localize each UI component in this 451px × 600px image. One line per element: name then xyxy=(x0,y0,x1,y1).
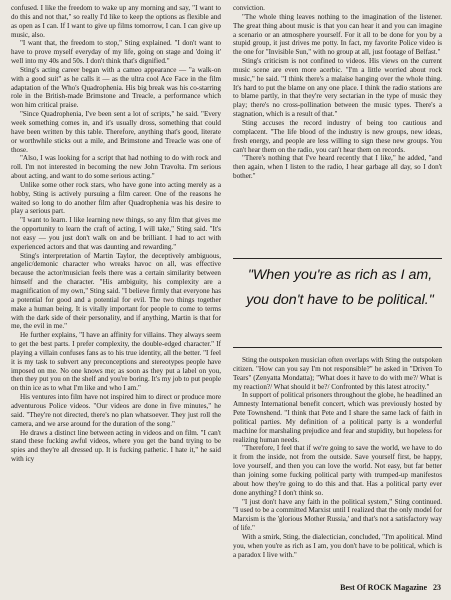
paragraph: He draws a distinct line between acting in videos and on film. "I can't stand these fucking awful videos, where you get the band trying to be spies and they're all dressed up. It is fucking pathetic. I hate it," he said with icy xyxy=(11,428,221,464)
paragraph: "I just don't have any faith in the political system," Sting continued. "I used to be a committed Marxist until I realized that the only model for Marxism is the 'glorious Mother Russia,' and that's not a satisfactory way of life." xyxy=(233,497,442,533)
article-right-column-top xyxy=(233,4,442,181)
paragraph: "Since Quadrophenia, I've been sent a lot of scripts," he said. "Every week something comes in, and it's usually dross, something that could have been written by this table. Therefore, anything that's good, literate or worthwhile sticks out a mile, and Brimstone and Treacle was one of those. xyxy=(11,110,221,154)
magazine-name: Best Of ROCK Magazine xyxy=(340,583,427,592)
paragraph: conviction. xyxy=(233,4,265,12)
paragraph: "I want that, the freedom to stop," Sting explained. "I don't want to have to prove myself everyday of my life, going on stage and 'doing it' well into my 40s and 50s. I don't think that's dignified." xyxy=(11,39,221,66)
paragraph: In support of political prisoners throughout the globe, he headlined an Amnesty International benefit concert, which was previously hosted by Pete Townshend. "I think that Pete and I share the same lack of faith in political parties. My definition of a political party is a wonderful machine for marshaling prejudice and fear and stupidity, but hopeless for realizing human needs. xyxy=(233,391,442,444)
paragraph: Sting the outspoken musician often overlaps with Sting the outspoken citizen. "How can you say I'm not responsible?" he asked in "Driven To Tears" (Zenyatta Mondatta); "What does it have to do with me?/ What is my reaction?/ What should it be?/ Confronted by this latest atrocity." xyxy=(233,356,442,391)
pull-quote: "When you're as rich as I am, you don't have to be political." xyxy=(246,267,434,308)
pull-quote-bottom-rule xyxy=(233,347,442,348)
article-right-column-bottom xyxy=(233,356,442,559)
paragraph: "Therefore, I feel that if we're going to save the world, we have to do it from the inside, not from the outside. Save yourself first, be happy, love yourself, and then you can love the world. Not easy, but far better than joining some fucking political party with trumped-up manifestos about how they're going to do this and that. Has a political party ever done anything? I don't think so. xyxy=(233,444,442,497)
paragraph: With a smirk, Sting, the dialectician, concluded, "I'm apolitical. Mind you, when you're as rich as I am, you don't have to be political, which is a paradox I live with." xyxy=(233,532,442,559)
paragraph: Sting's acting career began with a cameo appearance — "a walk-on with a good suit" as he calls it — as the ultra cool Ace Face in the film adaptation of the Who's Quadrophenia. His big break was his co-starring role in the British-made Brimstone and Treacle, a performance which won him critical praise. xyxy=(11,65,221,110)
page-footer xyxy=(340,583,441,592)
pull-quote-top-rule xyxy=(233,258,442,259)
paragraph: Sting's interpretation of Martin Taylor, the deceptively ambiguous, angelic/demonic character who wreaks havoc on all, was effective because the actor/musician feels there was a certain similarity between himself and the character. "His ambiguity, his complexity are a magnification of my own," Sting said. "I believe firmly that everyone has a potential for good and a potential for evil. The two things together make a human being. It is vitally important for people to come to terms with the dark side of their personality, and if anything, Martin is that for me, the evil in me." xyxy=(11,251,221,331)
paragraph: "The whole thing leaves nothing to the imagination of the listener. The great thing about music is that you can hear it and you can imagine a scenario or an atmosphere yourself. For it all to be done for you by a stupid group, it just drives me potty. In fact, my favorite Police video is the one for "Invisible Sun," with no group at all, just footage of Belfast." xyxy=(233,12,442,57)
paragraph: Unlike some other rock stars, who have gone into acting merely as a hobby, Sting is actively pursuing a film career. One of the reasons he waited so long to do another film after Quadrophenia was his desire to play a serious part. xyxy=(11,180,221,216)
paragraph: confused. I like the freedom to wake up any morning and say, "I want to do this and not that," so really I'd like to keep the options as flexible and as open as I can. If I want to give up films tomorrow, I can. I can give up music, also. xyxy=(11,4,221,39)
paragraph: His ventures into film have not inspired him to direct or produce more adventurous Police videos. "Our videos are done in five minutes," he said. "They're not directed, there's no plan whatsoever. They just roll the camera, and we arse around for the duration of the song." xyxy=(11,393,221,428)
page-number: 23 xyxy=(433,583,441,592)
paragraph: "Also, I was looking for a script that had nothing to do with rock and roll. I'm not interested in becoming the new John Travolta. I'm serious about acting, and want to do some serious acting." xyxy=(11,154,221,181)
paragraph: He further explains, "I have an affinity for villains. They always seem to get the best parts. I prefer complexity, the double-edged character." If playing a villain confuses fans as to his true identity, all the better. "I feel it is my task to subvert any preconceptions and stereotypes people have imposed on me. No one knows me; as soon as they put a label on you, then they put you on the shelf and you're boring. It's my job to put people on thin ice as to what I'm like and who I am." xyxy=(11,331,221,393)
paragraph: "There's nothing that I've heard recently that I like," he added, "and then again, when I listen to the radio, I hear garbage all day, so I don't bother." xyxy=(233,154,442,181)
paragraph: Sting's criticism is not confined to videos. His views on the current music scene are even more acerbic. "I'm a little worried about rock music," he said. "I think there's a malaise hanging over the whole thing. It's hard to put the blame on any one place. I think the radio stations are to blame partly, in that they're very sectarian in the type of music they play; there's no cross-pollination between the music types. There's a stagnation, which is a result of that." xyxy=(233,57,442,119)
paragraph: "I want to learn. I like learning new things, so any film that gives me the opportunity to learn the craft of acting, I will take," Sting said. "It's not easy — you just don't walk on and be brilliant. I had to act with experienced actors and that was daunting and rewarding." xyxy=(11,216,221,251)
article-left-column xyxy=(11,4,221,464)
paragraph: Sting accuses the record industry of being too cautious and complacent. "The life blood of the industry is new groups, new ideas, fresh energy, and people are less willing to sign these new groups. You can't hear them on the radio, you can't hear them on records. xyxy=(233,118,442,154)
